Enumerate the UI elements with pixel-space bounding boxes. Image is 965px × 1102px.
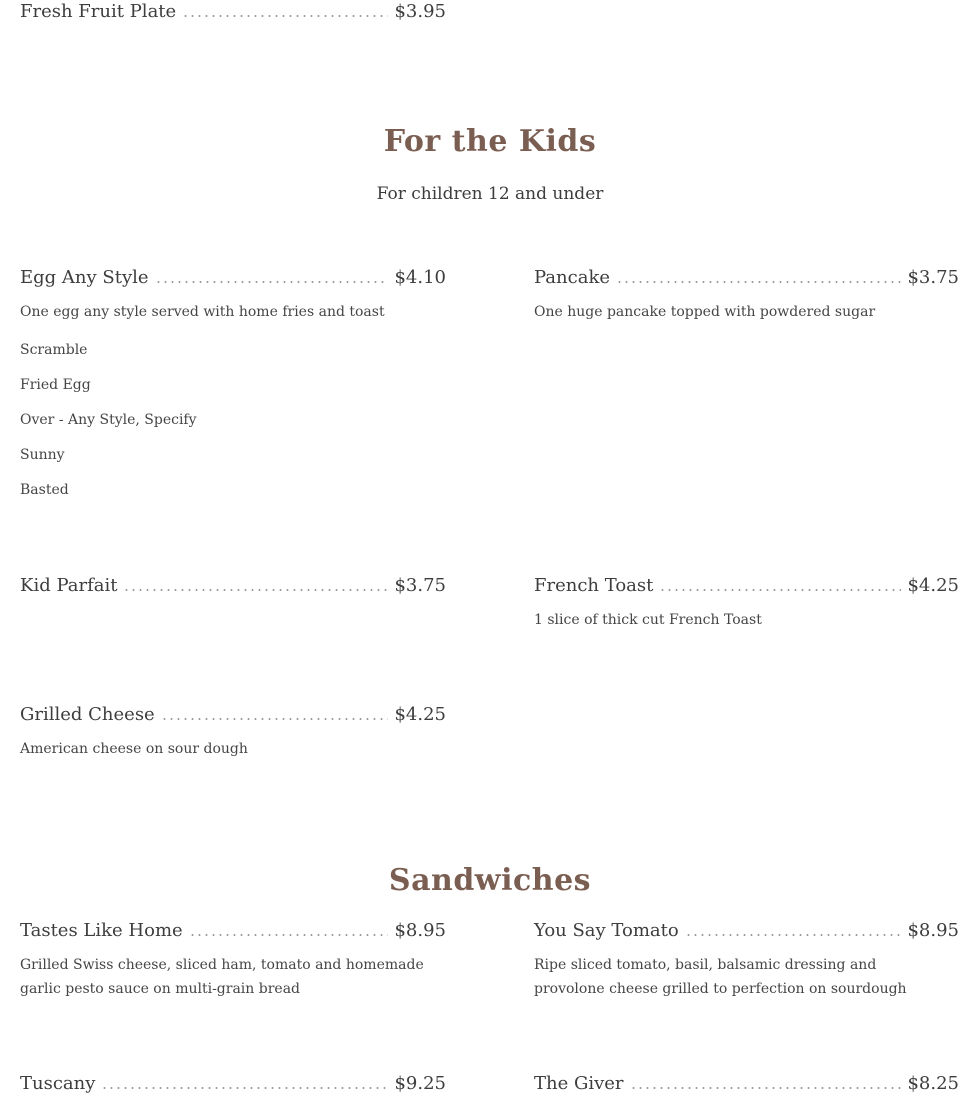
section-title-kids: For the Kids	[383, 124, 597, 159]
menu-item-the-giver	[534, 1072, 959, 1096]
menu-option-basted[interactable]: Basted	[20, 482, 69, 498]
menu-item-row	[20, 703, 446, 727]
menu-item-tastes-like-home	[20, 919, 446, 1001]
menu-item-description: Grilled Swiss cheese, sliced ham, tomato and homemade garlic pesto sauce on multi-grain bread	[20, 957, 424, 997]
menu-item-french-toast	[534, 574, 959, 632]
dot-leader	[616, 281, 901, 283]
dot-leader	[182, 15, 388, 17]
menu-option-fried-egg[interactable]: Fried Egg	[20, 377, 91, 393]
menu-item-pancake	[534, 266, 959, 324]
menu-item-name: Grilled Cheese	[20, 704, 155, 725]
section-title-sandwiches: Sandwiches	[388, 863, 592, 898]
dot-leader	[101, 1087, 388, 1089]
menu-item-name: Kid Parfait	[20, 575, 118, 596]
menu-item-description: 1 slice of thick cut French Toast	[534, 612, 762, 628]
menu-item-row	[534, 919, 959, 943]
menu-item-price: $3.75	[907, 267, 959, 288]
menu-item-price: $4.25	[394, 704, 446, 725]
menu-item-price: $4.25	[907, 575, 959, 596]
menu-item-price: $9.25	[394, 1073, 446, 1094]
menu-item-price: $8.95	[907, 920, 959, 941]
dot-leader	[161, 718, 389, 720]
dot-leader	[659, 589, 901, 591]
menu-item-price: $8.95	[394, 920, 446, 941]
menu-item-row	[534, 1072, 959, 1096]
menu-item-kid-parfait	[20, 574, 446, 598]
section-subtitle-kids: For children 12 and under	[376, 184, 604, 204]
menu-item-fresh-fruit-plate	[20, 0, 446, 24]
menu-item-name: Pancake	[534, 267, 610, 288]
menu-option-over-any-style[interactable]: Over - Any Style, Specify	[20, 412, 197, 428]
dot-leader	[685, 934, 902, 936]
menu-item-name: Tuscany	[20, 1073, 96, 1094]
menu-item-row	[20, 919, 446, 943]
menu-item-price: $3.95	[394, 1, 446, 22]
menu-item-description: One egg any style served with home fries and toast	[20, 304, 385, 320]
menu-item-description: One huge pancake topped with powdered sugar	[534, 304, 876, 320]
menu-item-row	[534, 574, 959, 598]
menu-item-name: Tastes Like Home	[20, 920, 183, 941]
dot-leader	[189, 934, 389, 936]
menu-item-row	[20, 574, 446, 598]
dot-leader	[630, 1087, 902, 1089]
menu-item-tuscany	[20, 1072, 446, 1096]
menu-item-name: You Say Tomato	[534, 920, 679, 941]
menu-option-scramble[interactable]: Scramble	[20, 342, 88, 358]
menu-item-price: $3.75	[394, 575, 446, 596]
menu-option-sunny[interactable]: Sunny	[20, 447, 65, 463]
menu-item-name: Fresh Fruit Plate	[20, 1, 177, 22]
menu-item-name: The Giver	[534, 1073, 624, 1094]
menu-item-name: French Toast	[534, 575, 654, 596]
menu-item-you-say-tomato	[534, 919, 959, 1001]
menu-item-name: Egg Any Style	[20, 267, 149, 288]
menu-item-grilled-cheese	[20, 703, 446, 761]
menu-item-row	[20, 266, 446, 290]
menu-item-row	[534, 266, 959, 290]
menu-item-row	[20, 0, 446, 24]
menu-item-description: Ripe sliced tomato, basil, balsamic dressing and provolone cheese grilled to perfection on sourdough	[534, 957, 907, 997]
menu-item-price: $4.10	[394, 267, 446, 288]
menu-item-egg-any-style	[20, 266, 446, 515]
dot-leader	[155, 281, 389, 283]
menu-item-price: $8.25	[907, 1073, 959, 1094]
menu-item-row	[20, 1072, 446, 1096]
dot-leader	[123, 589, 388, 591]
menu-item-description: American cheese on sour dough	[20, 741, 248, 757]
